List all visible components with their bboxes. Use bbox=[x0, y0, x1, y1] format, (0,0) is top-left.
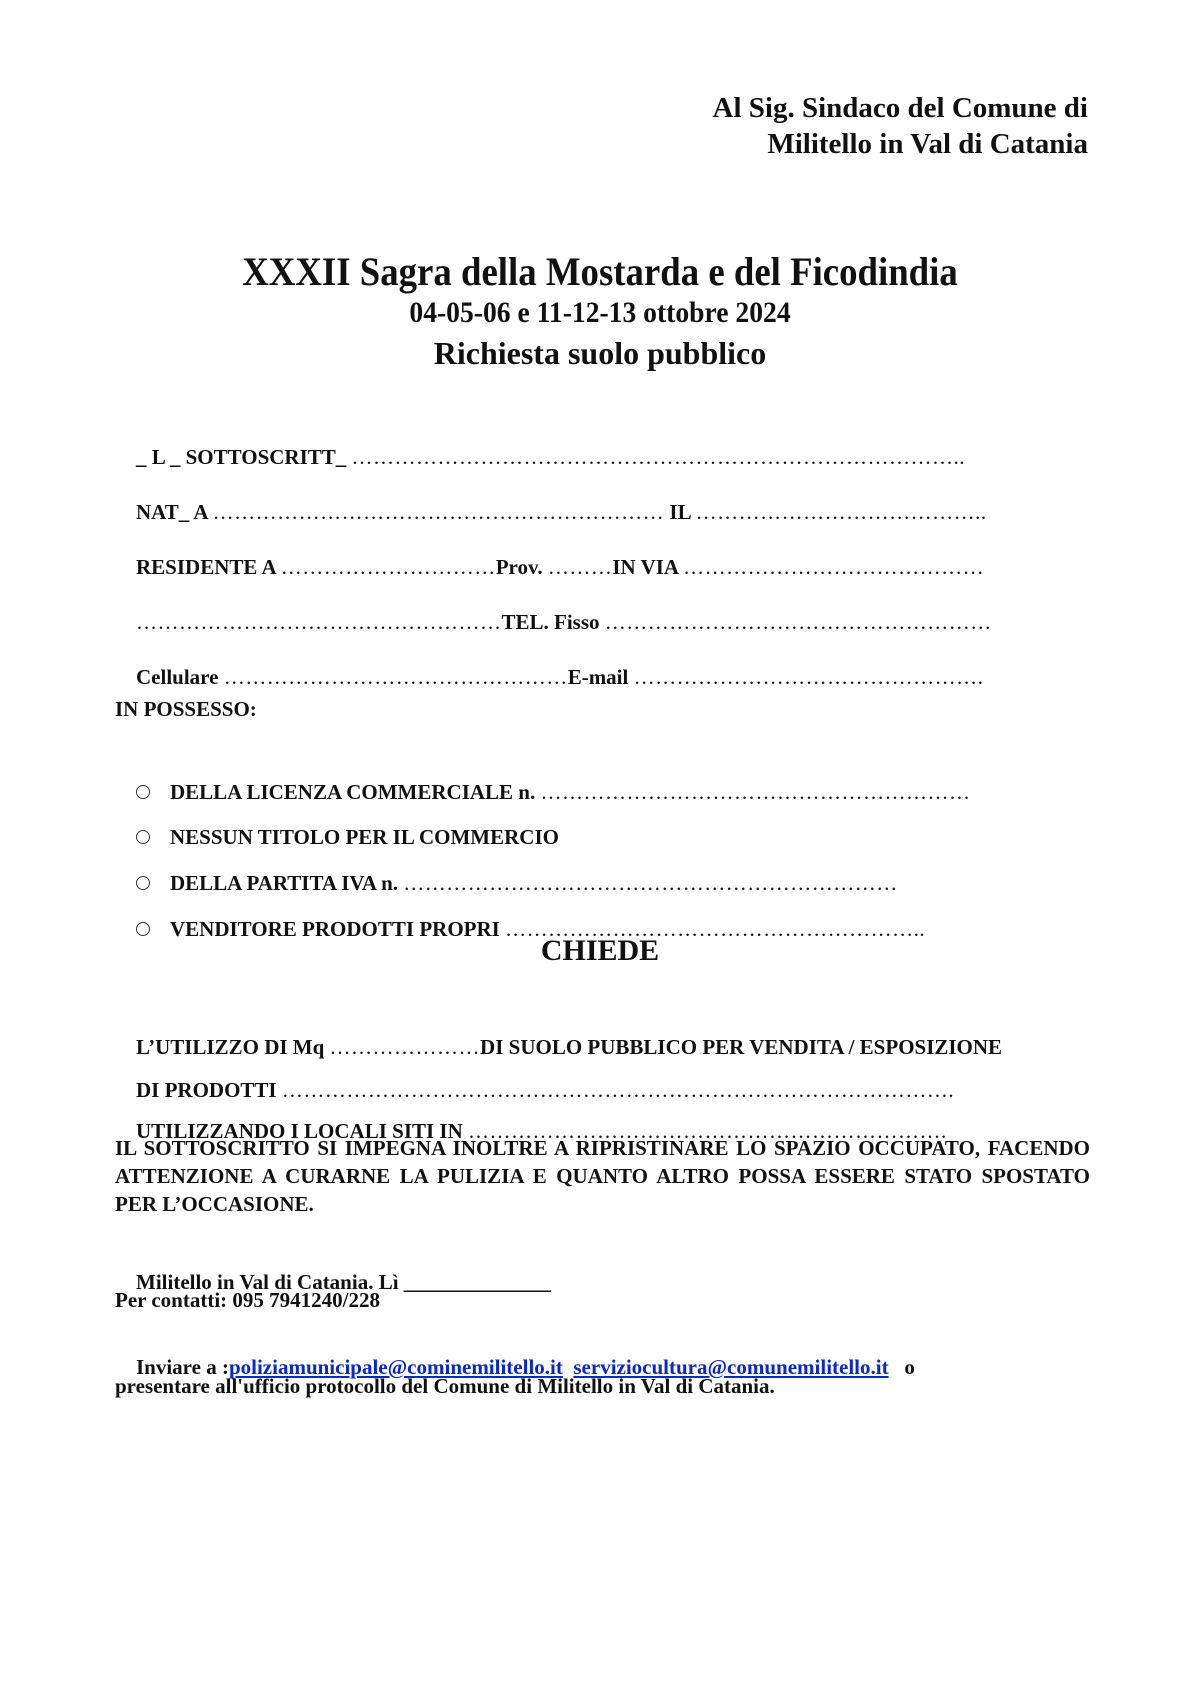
option-label: NESSUN TITOLO PER IL COMMERCIO bbox=[170, 825, 559, 849]
fill-line-sqm[interactable]: ………………… bbox=[329, 1035, 481, 1059]
field-label: TEL. Fisso bbox=[501, 610, 605, 634]
addressee-line-1: Al Sig. Sindaco del Comune di bbox=[712, 92, 1088, 124]
field-label: L’UTILIZZO DI Mq bbox=[136, 1035, 330, 1059]
option-label: DELLA LICENZA COMMERCIALE n. bbox=[170, 780, 541, 804]
field-label: Prov. bbox=[495, 555, 548, 579]
fill-line-products[interactable]: …………………………………………………………………………………. bbox=[281, 1078, 955, 1102]
possession-heading: IN POSSESSO: bbox=[115, 697, 257, 721]
fill-line-address-cont[interactable]: …………………………………………… bbox=[136, 610, 502, 634]
fill-line-birthdate[interactable]: ………………………………….. bbox=[695, 500, 987, 524]
request-subject: Richiesta suolo pubblico bbox=[433, 335, 767, 371]
field-label: E-mail bbox=[567, 665, 634, 689]
fill-line-city[interactable]: ………………………… bbox=[280, 555, 496, 579]
event-dates: 04-05-06 e 11-12-13 ottobre 2024 bbox=[409, 296, 791, 329]
fill-line[interactable]: …………………………………………………………… bbox=[403, 871, 898, 895]
fill-line-province[interactable]: ……… bbox=[547, 555, 613, 579]
field-label: NAT_ A bbox=[136, 500, 213, 524]
field-label: IL bbox=[664, 500, 696, 524]
fill-line-birthplace[interactable]: ……………………………………………………… bbox=[212, 500, 665, 524]
commitment-paragraph: IL SOTTOSCRITTO SI IMPEGNA INOLTRE A RIPRISTINARE LO SPAZIO OCCUPATO, FACENDO ATTENZIONE A CURARNE LA PULIZIA E QUANTO ALTRO POSSA ESSERE STATO SPOSTATO PER L’OCCASIONE. bbox=[115, 1136, 1090, 1216]
radio-circle-icon[interactable] bbox=[136, 830, 150, 844]
fill-line-landline[interactable]: ……………………………………………… bbox=[604, 610, 992, 634]
addressee-line-2: Militello in Val di Catania bbox=[767, 128, 1088, 160]
place-date-label: Militello in Val di Catania. Lì bbox=[136, 1270, 404, 1294]
event-title: XXXII Sagra della Mostarda e del Ficodindia bbox=[242, 249, 958, 294]
fill-line[interactable]: ………………………………………………….. bbox=[505, 917, 926, 941]
fill-line[interactable]: …………………………………………………… bbox=[540, 780, 971, 804]
field-label: DI SUOLO PUBBLICO PER VENDITA / ESPOSIZIONE bbox=[480, 1035, 1003, 1059]
fill-line-street[interactable]: …………………………………… bbox=[683, 555, 985, 579]
radio-circle-icon[interactable] bbox=[136, 785, 150, 799]
field-label: IN VIA bbox=[612, 555, 684, 579]
option-label: VENDITORE PRODOTTI PROPRI bbox=[170, 917, 506, 941]
email-link-culture[interactable]: serviziocultura@comunemilitello.it bbox=[573, 1355, 889, 1379]
field-label: UTILIZZANDO I LOCALI SITI IN bbox=[136, 1119, 469, 1143]
fill-line-email[interactable]: …………………………………………. bbox=[633, 665, 984, 689]
field-label: _ L _ SOTTOSCRITT_ bbox=[136, 445, 352, 469]
fill-line-premises[interactable]: …………………………………………………………. bbox=[468, 1119, 947, 1143]
date-blank[interactable]: ______________ bbox=[403, 1270, 551, 1294]
field-label: RESIDENTE A bbox=[136, 555, 281, 579]
radio-circle-icon[interactable] bbox=[136, 876, 150, 890]
option-label: DELLA PARTITA IVA n. bbox=[170, 871, 404, 895]
send-to-label: Inviare a : bbox=[136, 1355, 229, 1379]
or-text: o bbox=[904, 1355, 915, 1379]
fill-line[interactable]: ………………………………………………………………………….. bbox=[351, 445, 966, 469]
request-heading: CHIEDE bbox=[540, 934, 660, 967]
contacts-line: Per contatti: 095 7941240/228 bbox=[115, 1288, 380, 1312]
field-label: DI PRODOTTI bbox=[136, 1078, 282, 1102]
field-label: Cellulare bbox=[136, 665, 224, 689]
email-link-police[interactable]: poliziamunicipale@cominemilitello.it bbox=[228, 1355, 563, 1379]
fill-line-mobile[interactable]: ………………………………………… bbox=[223, 665, 568, 689]
alternative-submission: presentare all'ufficio protocollo del Comune di Militello in Val di Catania. bbox=[115, 1374, 775, 1398]
